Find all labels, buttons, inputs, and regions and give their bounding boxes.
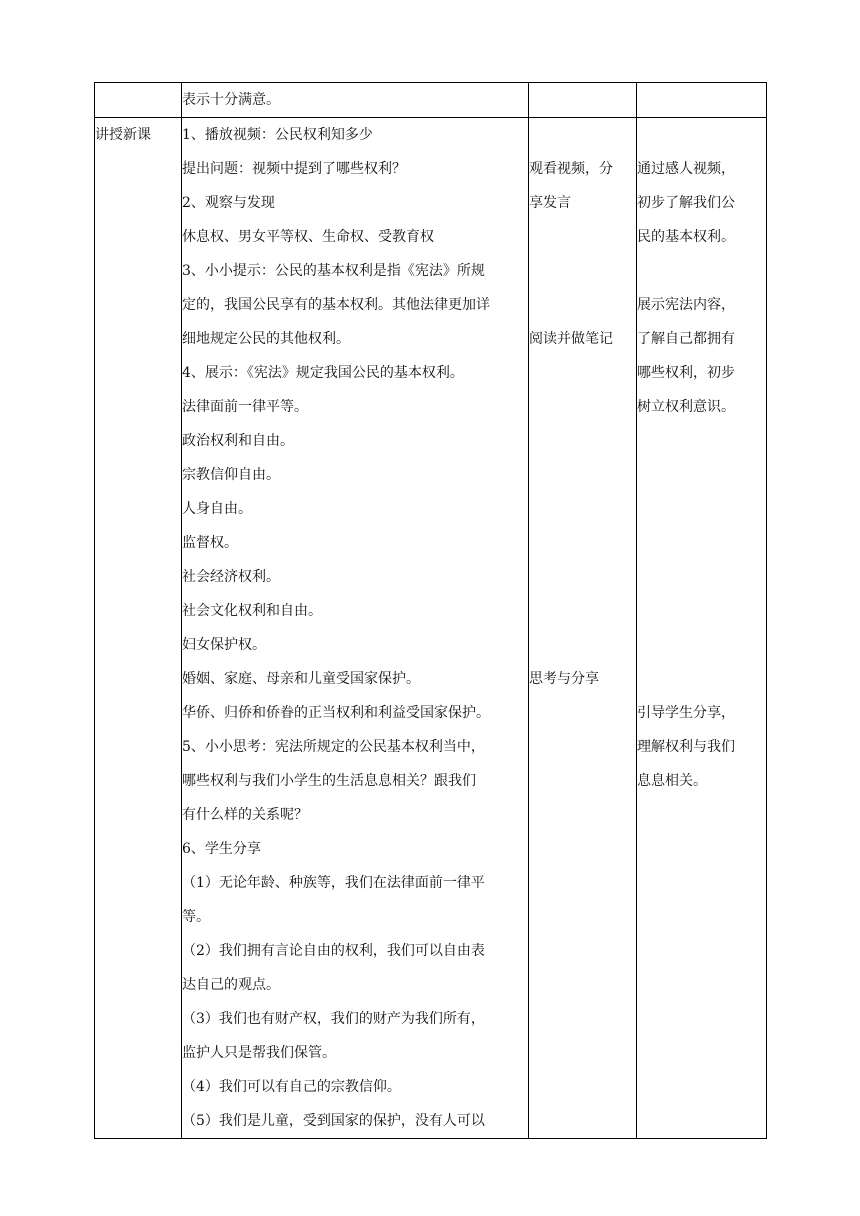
content-lines [182, 118, 528, 1138]
content-line: （1）无论年龄、种族等，我们在法律面前一律平 [182, 875, 485, 891]
content-line: 等。 [182, 909, 210, 925]
content-line: 社会文化权利和自由。 [182, 603, 322, 619]
content-line: 监督权。 [182, 535, 238, 551]
content-line: 3、小小提示：公民的基本权利是指《宪法》所规 [182, 263, 485, 279]
content-line: 1、播放视频：公民权利知多少 [182, 127, 373, 143]
intent-line: 息息相关。 [637, 773, 707, 789]
stage-label: 讲授新课 [95, 127, 151, 143]
intent-block-2 [637, 288, 766, 424]
content-line: （2）我们拥有言论自由的权利，我们可以自由表 [182, 943, 485, 959]
stage-cell-empty [95, 83, 182, 118]
content-cell [182, 118, 529, 1139]
activity-block-2 [529, 322, 636, 356]
content-line: 达自己的观点。 [182, 977, 280, 993]
lesson-plan-table [94, 82, 767, 1139]
activity-block-1 [529, 152, 636, 220]
intent-block-3 [637, 696, 766, 798]
content-line: 人身自由。 [182, 501, 252, 517]
content-line: （4）我们可以有自己的宗教信仰。 [182, 1079, 401, 1095]
content-line: 法律面前一律平等。 [182, 399, 308, 415]
content-line: 休息权、男女平等权、生命权、受教育权 [182, 229, 434, 245]
content-line: 华侨、归侨和侨眷的正当权利和利益受国家保护。 [182, 705, 490, 721]
content-line: 4、展示：《宪法》规定我国公民的基本权利。 [182, 365, 464, 381]
intent-line: 通过感人视频， [637, 161, 735, 177]
content-line: 提出问题：视频中提到了哪些权利？ [182, 161, 406, 177]
activity-line: 观看视频，分 [529, 161, 613, 177]
content-line: 6、学生分享 [182, 841, 261, 857]
activity-block-3 [529, 662, 636, 696]
content-line: 监护人只是帮我们保管。 [182, 1045, 336, 1061]
content-line: 妇女保护权。 [182, 637, 266, 653]
activity-line: 阅读并做笔记 [529, 331, 613, 347]
activity-cell-empty [529, 83, 637, 118]
intent-line: 树立权利意识。 [637, 399, 735, 415]
content-line: （3）我们也有财产权，我们的财产为我们所有， [182, 1011, 485, 1027]
intent-block-1 [637, 152, 766, 254]
intent-line: 了解自己都拥有 [637, 331, 735, 347]
content-line: 5、小小思考：宪法所规定的公民基本权利当中， [182, 739, 485, 755]
content-line: 婚姻、家庭、母亲和儿童受国家保护。 [182, 671, 420, 687]
intent-line: 展示宪法内容， [637, 297, 735, 313]
content-line: 哪些权利与我们小学生的生活息息相关？跟我们 [182, 773, 476, 789]
content-line: 定的，我国公民享有的基本权利。其他法律更加详 [182, 297, 490, 313]
intent-cell [637, 118, 767, 1139]
activity-line: 享发言 [529, 195, 571, 211]
content-line: （5）我们是儿童，受到国家的保护，没有人可以 [182, 1113, 485, 1129]
content-line: 细地规定公民的其他权利。 [182, 331, 350, 347]
content-line: 有什么样的关系呢？ [182, 807, 308, 823]
intent-line: 初步了解我们公 [637, 195, 735, 211]
intent-cell-empty [637, 83, 767, 118]
content-line: 2、观察与发现 [182, 195, 275, 211]
intent-line: 引导学生分享， [637, 705, 735, 721]
table-row [95, 83, 767, 118]
content-cell [182, 83, 529, 118]
intent-line: 哪些权利，初步 [637, 365, 735, 381]
intent-line: 民的基本权利。 [637, 229, 735, 245]
activity-cell [529, 118, 637, 1139]
content-line: 表示十分满意。 [182, 92, 280, 108]
content-line: 社会经济权利。 [182, 569, 280, 585]
content-line: 政治权利和自由。 [182, 433, 294, 449]
intent-line: 理解权利与我们 [637, 739, 735, 755]
stage-cell [95, 118, 182, 1139]
content-line: 宗教信仰自由。 [182, 467, 280, 483]
activity-line: 思考与分享 [529, 671, 599, 687]
table-row [95, 118, 767, 1139]
